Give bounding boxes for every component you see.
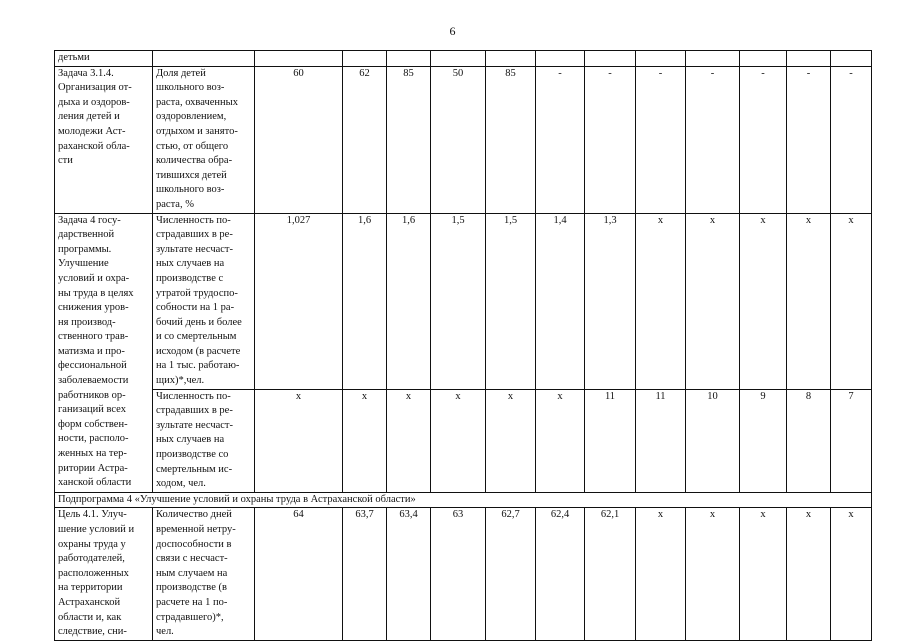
- value-cell: [831, 51, 872, 67]
- task-line: расположенных: [58, 567, 129, 579]
- task-line: Астраханской: [58, 596, 121, 608]
- value-cell: [536, 51, 585, 67]
- indicators-table: [54, 50, 872, 641]
- table-row: [55, 213, 872, 389]
- value-cell: x: [536, 389, 585, 492]
- indicator-line: связи с несчаст-: [156, 553, 228, 565]
- value-cell: x: [486, 389, 536, 492]
- task-line: работников ор-: [58, 389, 126, 401]
- value-cell: 1,5: [431, 213, 486, 389]
- indicator-line: ных случаев на: [156, 434, 225, 446]
- value-cell: x: [831, 508, 872, 640]
- indicator-line: производстве с: [156, 272, 224, 284]
- value-cell: -: [585, 66, 636, 213]
- task-line: заболеваемости: [58, 375, 129, 387]
- task-cell: [55, 508, 153, 640]
- task-line: программы.: [58, 243, 112, 255]
- indicator-line: ным случаем на: [156, 567, 228, 579]
- indicator-line: тившихся детей: [156, 169, 227, 181]
- value-cell: x: [831, 213, 872, 389]
- task-line: дыха и оздоров-: [58, 96, 130, 108]
- value-cell: x: [387, 389, 431, 492]
- task-line: Цель 4.1. Улуч-: [58, 509, 127, 521]
- task-line: раханской обла-: [58, 140, 130, 152]
- task-line: области и, как: [58, 611, 122, 623]
- value-cell: -: [536, 66, 585, 213]
- task-line: детьми: [58, 52, 90, 63]
- value-cell: x: [787, 213, 831, 389]
- task-line: ственного трав-: [58, 331, 129, 343]
- indicator-line: бочий день и более: [156, 316, 242, 328]
- indicator-line: страдавших в ре-: [156, 229, 233, 241]
- value-cell: x: [636, 213, 686, 389]
- value-cell: 10: [686, 389, 740, 492]
- value-cell: x: [740, 508, 787, 640]
- task-line: ления детей и: [58, 111, 120, 123]
- task-line: ганизаций всех: [58, 404, 126, 416]
- value-cell: 62: [343, 66, 387, 213]
- value-cell: 8: [787, 389, 831, 492]
- table-row: [55, 66, 872, 213]
- value-cell: [486, 51, 536, 67]
- indicator-line: производстве (в: [156, 582, 227, 594]
- value-cell: 60: [255, 66, 343, 213]
- indicator-line: страдавшего)*,: [156, 611, 224, 623]
- indicator-line: доспособности в: [156, 538, 232, 550]
- value-cell: 9: [740, 389, 787, 492]
- task-line: Организация от-: [58, 82, 132, 94]
- indicator-line: Численность по-: [156, 390, 231, 402]
- task-line: на территории: [58, 582, 123, 594]
- value-cell: 85: [387, 66, 431, 213]
- task-line: дарственной: [58, 229, 115, 241]
- indicator-line: смертельным ис-: [156, 463, 233, 475]
- task-line: форм собствен-: [58, 418, 128, 430]
- task-line: ня производ-: [58, 316, 116, 328]
- value-cell: 63: [431, 508, 486, 640]
- value-cell: [387, 51, 431, 67]
- value-cell: 62,4: [536, 508, 585, 640]
- task-line: женных на тер-: [58, 448, 127, 460]
- task-line: шение условий и: [58, 524, 135, 535]
- value-cell: 85: [486, 66, 536, 213]
- indicator-line: ходом, чел.: [156, 478, 206, 490]
- value-cell: 11: [636, 389, 686, 492]
- value-cell: [686, 51, 740, 67]
- value-cell: x: [255, 389, 343, 492]
- indicator-line: Количество дней: [156, 509, 232, 521]
- value-cell: x: [686, 213, 740, 389]
- value-cell: x: [686, 508, 740, 640]
- value-cell: 7: [831, 389, 872, 492]
- value-cell: 63,7: [343, 508, 387, 640]
- value-cell: [585, 51, 636, 67]
- indicator-line: школьного воз-: [156, 82, 225, 94]
- value-cell: 1,6: [343, 213, 387, 389]
- value-cell: x: [343, 389, 387, 492]
- indicator-line: чел.: [156, 626, 174, 638]
- subprogram-title: Подпрограмма 4 «Улучшение условий и охраны труда в Астраханской области»: [55, 492, 872, 508]
- indicator-line: раста, %: [156, 198, 194, 210]
- value-cell: -: [831, 66, 872, 213]
- value-cell: [431, 51, 486, 67]
- task-cell: [55, 213, 153, 492]
- task-line: сти: [58, 155, 73, 167]
- indicator-line: раста, охваченных: [156, 96, 238, 108]
- task-line: молодежи Аст-: [58, 125, 126, 137]
- task-line: условий и охра-: [58, 272, 130, 284]
- indicator-cell: [153, 213, 255, 389]
- indicator-line: отдыхом и занято-: [156, 125, 238, 137]
- table-row: [55, 508, 872, 640]
- value-cell: [255, 51, 343, 67]
- table-row: [55, 492, 872, 508]
- indicator-line: страдавших в ре-: [156, 405, 233, 417]
- indicator-cell: [153, 66, 255, 213]
- indicator-line: Доля детей: [156, 67, 206, 79]
- indicator-line: щих)*,чел.: [156, 375, 205, 387]
- value-cell: 11: [585, 389, 636, 492]
- indicator-line: школьного воз-: [156, 184, 225, 196]
- indicator-cell: [153, 51, 255, 67]
- task-line: снижения уров-: [58, 302, 129, 314]
- value-cell: -: [636, 66, 686, 213]
- value-cell: -: [686, 66, 740, 213]
- indicator-line: количества обра-: [156, 155, 233, 167]
- indicator-line: исходом (в расчете: [156, 345, 241, 357]
- task-line: ритории Астра-: [58, 462, 128, 474]
- value-cell: x: [636, 508, 686, 640]
- value-cell: 62,1: [585, 508, 636, 640]
- value-cell: -: [787, 66, 831, 213]
- task-line: Улучшение: [58, 258, 109, 270]
- value-cell: 1,4: [536, 213, 585, 389]
- value-cell: 50: [431, 66, 486, 213]
- indicator-line: зультате несчаст-: [156, 419, 234, 431]
- page-number: 6: [449, 24, 456, 38]
- indicator-line: зультате несчаст-: [156, 243, 234, 255]
- indicator-line: на 1 тыс. работаю-: [156, 360, 240, 372]
- value-cell: 63,4: [387, 508, 431, 640]
- indicator-line: стью, от общего: [156, 140, 229, 152]
- task-cell: [55, 51, 153, 67]
- task-line: следствие, сни-: [58, 626, 127, 638]
- table-row: [55, 51, 872, 67]
- value-cell: 64: [255, 508, 343, 640]
- indicator-line: утратой трудоспо-: [156, 287, 238, 299]
- indicator-cell: [153, 389, 255, 492]
- indicator-line: производстве со: [156, 449, 229, 461]
- indicator-line: ных случаев на: [156, 258, 225, 270]
- task-line: Задача 4 госу-: [58, 214, 121, 226]
- indicator-line: оздоровлением,: [156, 111, 227, 123]
- task-line: работодателей,: [58, 553, 125, 565]
- task-line: ханской области: [58, 477, 132, 489]
- indicator-line: расчете на 1 по-: [156, 596, 228, 608]
- value-cell: -: [740, 66, 787, 213]
- value-cell: 1,5: [486, 213, 536, 389]
- task-cell: [55, 66, 153, 213]
- task-line: Задача 3.1.4.: [58, 67, 114, 79]
- value-cell: x: [431, 389, 486, 492]
- value-cell: 1,6: [387, 213, 431, 389]
- task-line: фессиональной: [58, 360, 127, 372]
- value-cell: [343, 51, 387, 67]
- value-cell: [636, 51, 686, 67]
- task-line: ны труда в целях: [58, 287, 134, 299]
- indicator-cell: [153, 508, 255, 640]
- task-line: ности, располо-: [58, 433, 129, 445]
- value-cell: x: [740, 213, 787, 389]
- indicator-line: собности на 1 ра-: [156, 302, 235, 314]
- value-cell: [740, 51, 787, 67]
- value-cell: 62,7: [486, 508, 536, 640]
- indicator-line: временной нетру-: [156, 524, 236, 535]
- table-row: [55, 389, 872, 492]
- value-cell: x: [787, 508, 831, 640]
- task-line: охраны труда у: [58, 538, 126, 550]
- value-cell: 1,027: [255, 213, 343, 389]
- indicator-line: Численность по-: [156, 214, 231, 226]
- value-cell: [787, 51, 831, 67]
- task-line: матизма и про-: [58, 345, 125, 357]
- indicator-line: и со смертельным: [156, 331, 237, 343]
- value-cell: 1,3: [585, 213, 636, 389]
